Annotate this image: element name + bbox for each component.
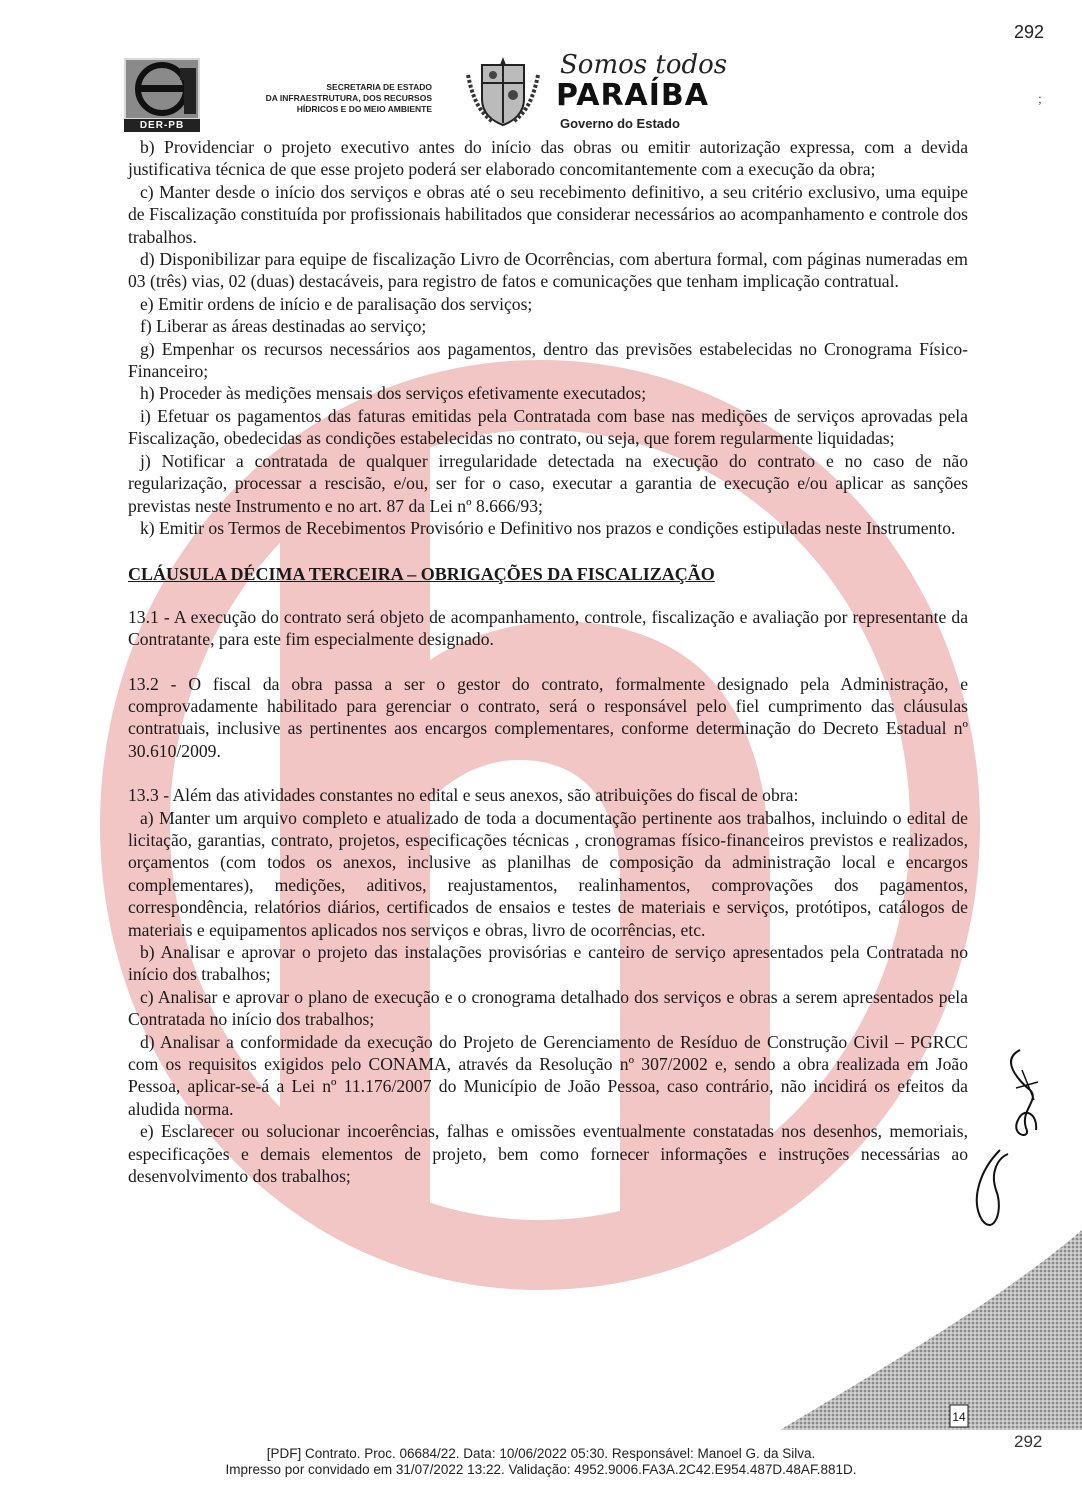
footer-line-1: [PDF] Contrato. Proc. 06684/22. Data: 10/06/2022 05:30. Responsável: Manoel G. da Silva. (266, 1446, 816, 1461)
paragraph: h) Proceder às medições mensais dos serviços efetivamente executados; (140, 383, 647, 404)
state-name: PARAÍBA (556, 78, 710, 113)
margin-mark: ; (1038, 92, 1042, 107)
list-item: b) Analisar e aprovar o projeto das instalações provisórias e canteiro de serviço apresentados pela Contratada no início dos trabalhos; (128, 942, 968, 985)
letterhead (0, 0, 1082, 140)
paragraph: b) Providenciar o projeto executivo antes do início das obras ou emitir autorização expressa, com a devida justificativa técnica de que esse projeto poderá ser elaborado concomitantemente com a execução da obra; (128, 137, 968, 180)
clause-13-2: 13.2 - O fiscal da obra passa a ser o gestor do contrato, formalmente designado pela Administração, e comprovadamente habilitado para gerenciar o contrato, será o responsável pelo fiel cumprimento das cláusulas contratuais, inclusive as pertinentes aos encargos complementares, conforme determinação do Decreto Estadual nº 30.610/2009. (128, 673, 968, 761)
paragraph: f) Liberar as áreas destinadas ao serviço; (140, 316, 427, 337)
handwritten-signature (960, 1040, 1040, 1240)
footer (0, 1446, 1082, 1478)
der-pb-caption: DER-PB (124, 119, 200, 132)
clause-13-1: 13.1 - A execução do contrato será objeto de acompanhamento, controle, fiscalização e avaliação por representante da Contratante, para este fim especialmente designado. (128, 606, 968, 650)
clause-13-3: 13.3 - Além das atividades constantes no edital e seus anexos, são atribuições do fiscal de obra: (128, 785, 799, 806)
secretaria-line: DA INFRAESTRUTURA, DOS RECURSOS (265, 93, 432, 103)
stamp-number: 14 (952, 1410, 966, 1424)
coat-of-arms-icon (462, 55, 544, 127)
government-label: Governo do Estado (560, 116, 680, 131)
footer-line-2: Impresso por convidado em 31/07/2022 13:22. Validação: 4952.9006.FA3A.2C42.E954.487D.48AF.881D. (225, 1462, 857, 1477)
section-title: CLÁUSULA DÉCIMA TERCEIRA – OBRIGAÇÕES DA FISCALIZAÇÃO (128, 564, 715, 585)
paragraph: k) Emitir os Termos de Recebimentos Provisório e Definitivo nos prazos e condições estipuladas neste Instrumento. (140, 517, 956, 538)
paragraph: d) Disponibilizar para equipe de fiscalização Livro de Ocorrências, com abertura formal, com páginas numeradas em 03 (três) vias, 02 (duas) destacáveis, para registro de fatos e comunicações que tenham implicação contratual. (128, 249, 968, 292)
page-number-bottom: 292 (1014, 1432, 1043, 1451)
paragraph: i) Efetuar os pagamentos das faturas emitidas pela Contratada com base nas medições de serviços aprovadas pela Fiscalização, obedecidas as condições estabelecidas no contrato, ou seja, que forem regularmente liquidadas; (128, 405, 968, 449)
list-item: a) Manter um arquivo completo e atualizado de toda a documentação pertinente aos trabalhos, incluindo o edital de licitação, garantias, contrato, projetos, especificações técnicas , cronogramas físico-financeiros previstos e realizados, orçamentos (com todos os anexos, inclusive as planilhas de composição da administração local e encargos complementares), medições, aditivos, reajustamentos, realinhamentos, comprovações dos pagamentos, correspondência, relatórios diários, certificados de ensaios e testes de materiais e serviços, protótipos, catálogos de materiais e equipamentos aplicados nos serviços e obras, livro de ocorrências, etc. (128, 807, 968, 940)
secretaria-line: SECRETARIA DE ESTADO (326, 82, 432, 92)
secretaria-name (222, 82, 432, 115)
list-item: e) Esclarecer ou solucionar incoerências, falhas e omissões eventualmente constatadas nos desenhos, memoriais, especificações e demais elementos de projeto, bem como fornecer informações e instruções necessárias ao desenvolvimento dos trabalhos; (128, 1121, 968, 1187)
secretaria-line: HÍDRICOS E DO MEIO AMBIENTE (296, 104, 432, 114)
slogan: Somos todos (560, 50, 728, 80)
scan-corner-shadow (760, 1230, 1082, 1460)
paragraph: g) Empenhar os recursos necessários aos pagamentos, dentro das previsões estabelecidas no Cronograma Físico-Financeiro; (128, 338, 968, 382)
paragraph: j) Notificar a contratada de qualquer irregularidade detectada na execução do contrato e no caso de não regularização, processar a rescisão, e/ou, ser for o caso, executar a garantia de execução e/ou aplicar as sanções previstas neste Instrumento e no art. 87 da Lei nº 8.666/93; (128, 450, 968, 516)
document-body (128, 136, 968, 1187)
list-item: d) Analisar a conformidade da execução do Projeto de Gerenciamento de Resíduo de Construção Civil – PGRCC com os requisitos exigidos pelo CONAMA, através da Resolução nº 307/2002 e, sendo a obra realizada em João Pessoa, aplicar-se-á a Lei nº 11.176/2007 do Município de João Pessoa, caso contrário, não incidirá os efeitos da aludida norma. (128, 1031, 968, 1119)
list-item: c) Analisar e aprovar o plano de execução e o cronograma detalhado dos serviços e obras a serem apresentados pela Contratada no início dos trabalhos; (128, 986, 968, 1030)
page-number-top: 292 (1014, 22, 1045, 42)
paragraph: c) Manter desde o início dos serviços e obras até o seu recebimento definitivo, a seu critério exclusivo, uma equipe de Fiscalização constituída por profissionais habilitados que considerar necessários ao acompanhamento e controle dos trabalhos. (128, 181, 968, 247)
paragraph: e) Emitir ordens de início e de paralisação dos serviços; (140, 293, 533, 314)
